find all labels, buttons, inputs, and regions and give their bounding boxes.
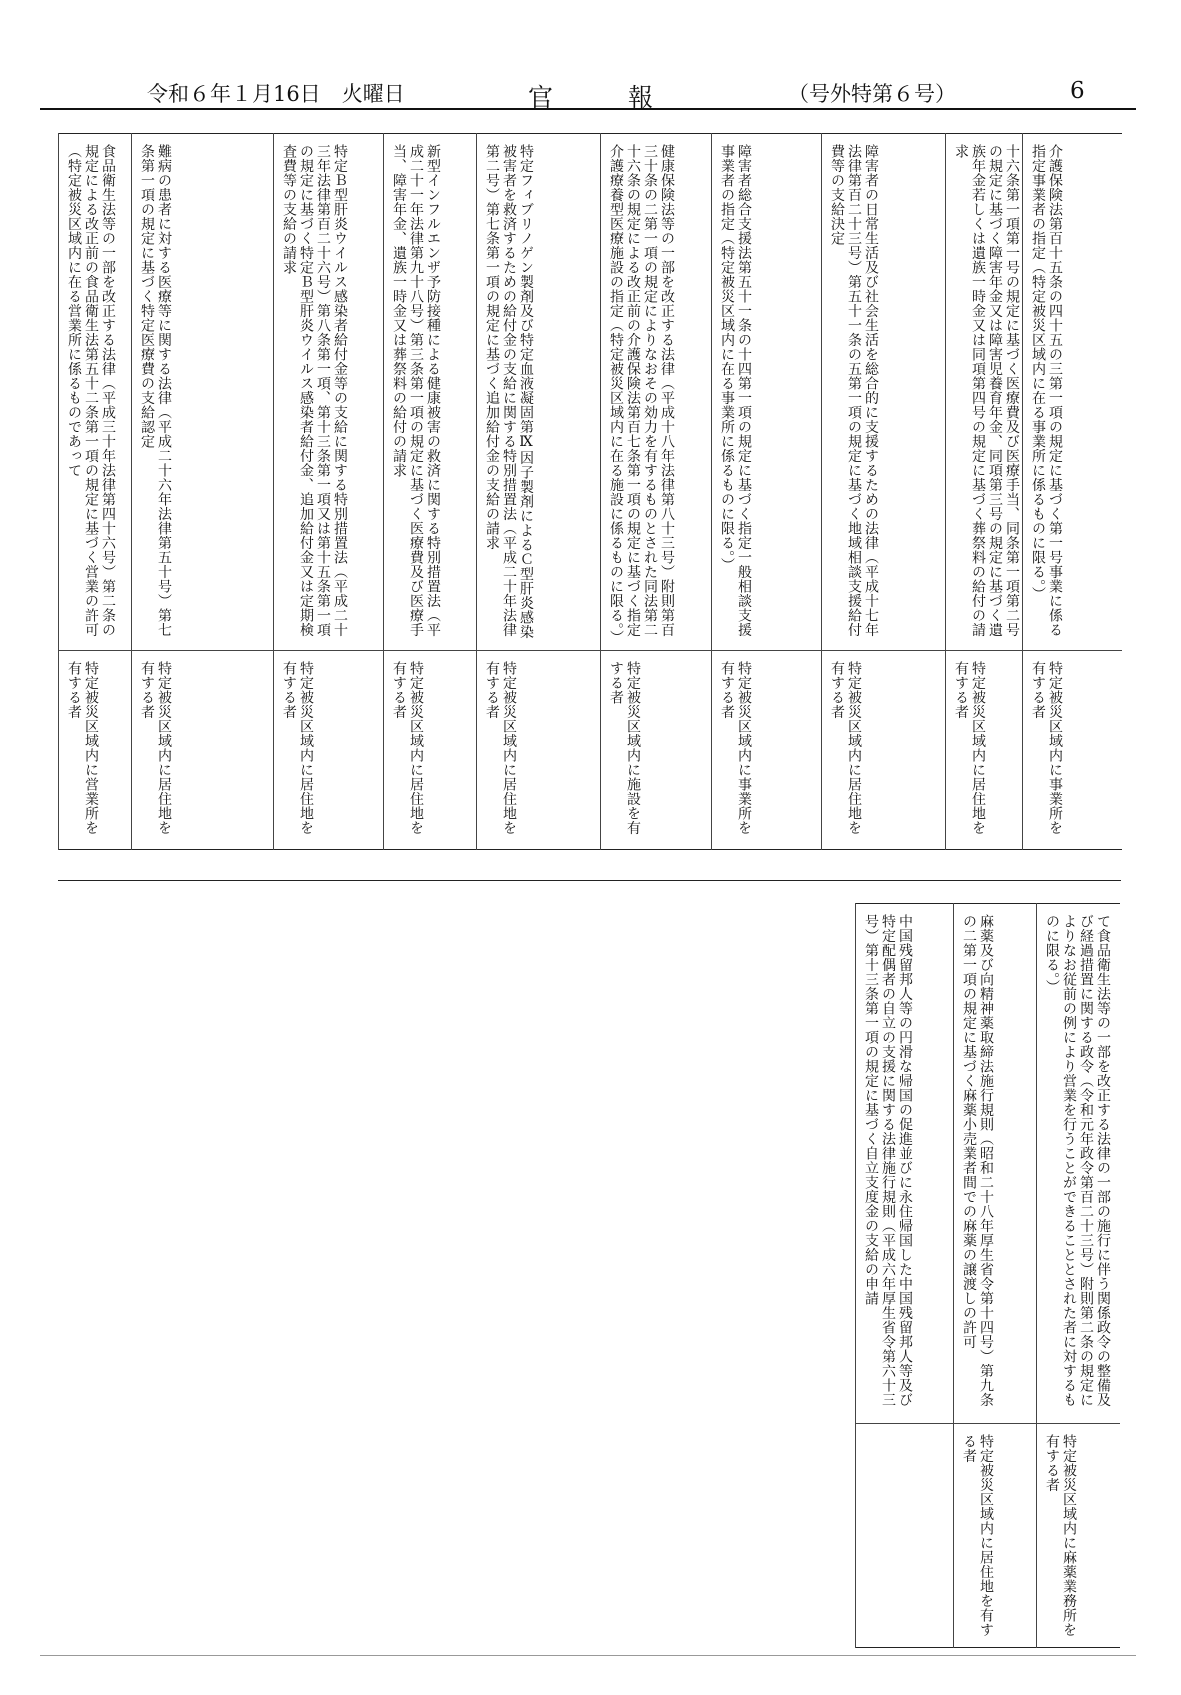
table-cell <box>1037 1424 1120 1648</box>
law-text: 麻薬及び向精神薬取締法施行規則（昭和二十八年厚生省令第十四号）第九条の二第一項の規定に基づく麻薬小売業者間での麻薬の譲渡しの許可 <box>961 914 994 1407</box>
law-text: 中国残留邦人等の円滑な帰国の促進並びに永住帰国した中国残留邦人等及び特定配偶者の自立の支援に関する法律施行規則（平成六年厚生省令第六十三号）第十三条第一項の規定に基づく自立支度金の支給の申請 <box>863 914 913 1407</box>
table-cell <box>856 904 954 1424</box>
eligible-text: 特定被災区域内に居住地を有する者 <box>829 661 862 835</box>
section-divider <box>58 880 1121 881</box>
bottom-procedure-table <box>855 903 1120 1648</box>
table-cell <box>59 134 132 651</box>
table-cell <box>954 904 1037 1424</box>
law-text: 新型インフルエンザ予防接種による健康被害の救済に関する特別措置法（平成二十一年法律第九十八号）第三条第一項の規定に基づく医療費及び医療手当、障害年金、遺族一時金又は葬祭料の給付の請求 <box>391 144 441 637</box>
header-date: 令和６年１月16日 火曜日 <box>147 82 405 106</box>
table-cell <box>132 651 274 850</box>
law-text: 食品衛生法等の一部を改正する法律（平成三十年法律第四十六号）第二条の規定による改正前の食品衛生法第五十二条第一項の規定に基づく営業の許可（特定被災区域内に在る営業所に係るものであって <box>66 144 116 637</box>
table-cell <box>1037 904 1120 1424</box>
table-cell <box>601 134 712 651</box>
top-procedure-table <box>58 133 1122 850</box>
table-cell <box>822 134 946 651</box>
eligible-text: 特定被災区域内に居住地を有する者 <box>281 661 314 835</box>
eligible-text: 特定被災区域内に施設を有する者 <box>608 661 641 835</box>
table-cell <box>712 651 822 850</box>
law-text: 障害者の日常生活及び社会生活を総合的に支援するための法律（平成十七年法律第百二十三号）第五十一条の五第一項の規定に基づく地域相談支援給付費等の支給決定 <box>829 144 879 637</box>
law-text: 十六条第一項第一号の規定に基づく医療費及び医療手当、同条第一項第二号の規定に基づく障害年金又は障害児養育年金、同項第三号の規定に基づく遺族年金若しくは遺族一時金又は同項第四号の規定に基づく葬祭料の給付の請求 <box>953 144 1020 637</box>
gazette-header <box>40 74 1136 110</box>
eligible-text: 特定被災区域内に営業所を有する者 <box>66 661 99 835</box>
page-footer-rule <box>40 1655 1136 1656</box>
table-cell <box>274 651 384 850</box>
header-title-ho: 報 <box>628 83 654 112</box>
law-text: 難病の患者に対する医療等に関する法律（平成二十六年法律第五十号）第七条第一項の規定に基づく特定医療費の支給認定 <box>139 144 172 637</box>
header-page-number: 6 <box>1070 78 1085 104</box>
table-cell <box>59 651 132 850</box>
table-cell <box>1023 134 1122 651</box>
law-text: て食品衛生法等の一部を改正する法律の一部の施行に伴う関係政令の整備及び経過措置に関する政令（令和元年政令第百二十三号）附則第二条の規定によりなお従前の例により営業を行うことができることとされた者に対するものに限る。） <box>1044 914 1111 1407</box>
table-cell <box>712 134 822 651</box>
eligible-text <box>856 1424 868 1440</box>
header-issue: （号外特第６号） <box>788 82 956 106</box>
table-cell <box>601 651 712 850</box>
table-cell <box>132 134 274 651</box>
table-cell <box>946 134 1023 651</box>
eligible-text: 特定被災区域内に居住地を有する者 <box>391 661 424 835</box>
table-cell <box>822 651 946 850</box>
table-cell <box>1023 651 1122 850</box>
law-text: 介護保険法第百十五条の四十五の三第一項の規定に基づく第一号事業に係る指定事業者の指定（特定被災区域内に在る事業所に係るものに限る。） <box>1030 144 1063 637</box>
table-cell <box>856 1424 954 1648</box>
law-text: 特定フィブリノゲン製剤及び特定血液凝固第Ⅸ因子製剤によるＣ型肝炎感染被害者を救済するための給付金の支給に関する特別措置法（平成二十年法律第二号）第七条第一項の規定に基づく追加給付金の支給の請求 <box>484 144 534 639</box>
eligible-text: 特定被災区域内に居住地を有する者 <box>484 661 517 835</box>
eligible-row <box>59 651 1122 850</box>
law-text: 障害者総合支援法第五十一条の十四第一項の規定に基づく指定一般相談支援事業者の指定（特定被災区域内に在る事業所に係るものに限る。） <box>719 144 752 637</box>
table-cell <box>477 651 601 850</box>
law-row <box>59 134 1122 651</box>
table-cell <box>384 651 477 850</box>
eligible-text: 特定被災区域内に事業所を有する者 <box>1030 661 1063 835</box>
eligible-row <box>856 1424 1120 1648</box>
table-cell <box>477 134 601 651</box>
eligible-text: 特定被災区域内に麻薬業務所を有する者 <box>1044 1434 1077 1637</box>
table-cell <box>954 1424 1037 1648</box>
table-cell <box>384 134 477 651</box>
eligible-text: 特定被災区域内に事業所を有する者 <box>719 661 752 835</box>
table-cell <box>274 134 384 651</box>
table-cell <box>946 651 1023 850</box>
law-row <box>856 904 1120 1424</box>
eligible-text: 特定被災区域内に居住地を有する者 <box>139 661 172 835</box>
eligible-text: 特定被災区域内に居住地を有する者 <box>953 661 986 835</box>
law-text: 特定Ｂ型肝炎ウイルス感染者給付金等の支給に関する特別措置法（平成二十三年法律第百二十六号）第八条第一項、第十三条第一項又は第十五条第一項の規定に基づく特定Ｂ型肝炎ウイルス感染者給付金、追加給付金又は定期検査費等の支給の請求 <box>281 144 348 637</box>
law-text: 健康保険法等の一部を改正する法律（平成十八年法律第八十三号）附則第百三十条の二第一項の規定によりなおその効力を有するものとされた同法第二十六条の規定による改正前の介護保険法第百七条第一項の規定に基づく指定介護療養型医療施設の指定（特定被災区域内に在る施設に係るものに限る。） <box>608 144 675 645</box>
eligible-text: 特定被災区域内に居住地を有する者 <box>961 1434 994 1637</box>
header-title-kan: 官 <box>528 83 554 112</box>
